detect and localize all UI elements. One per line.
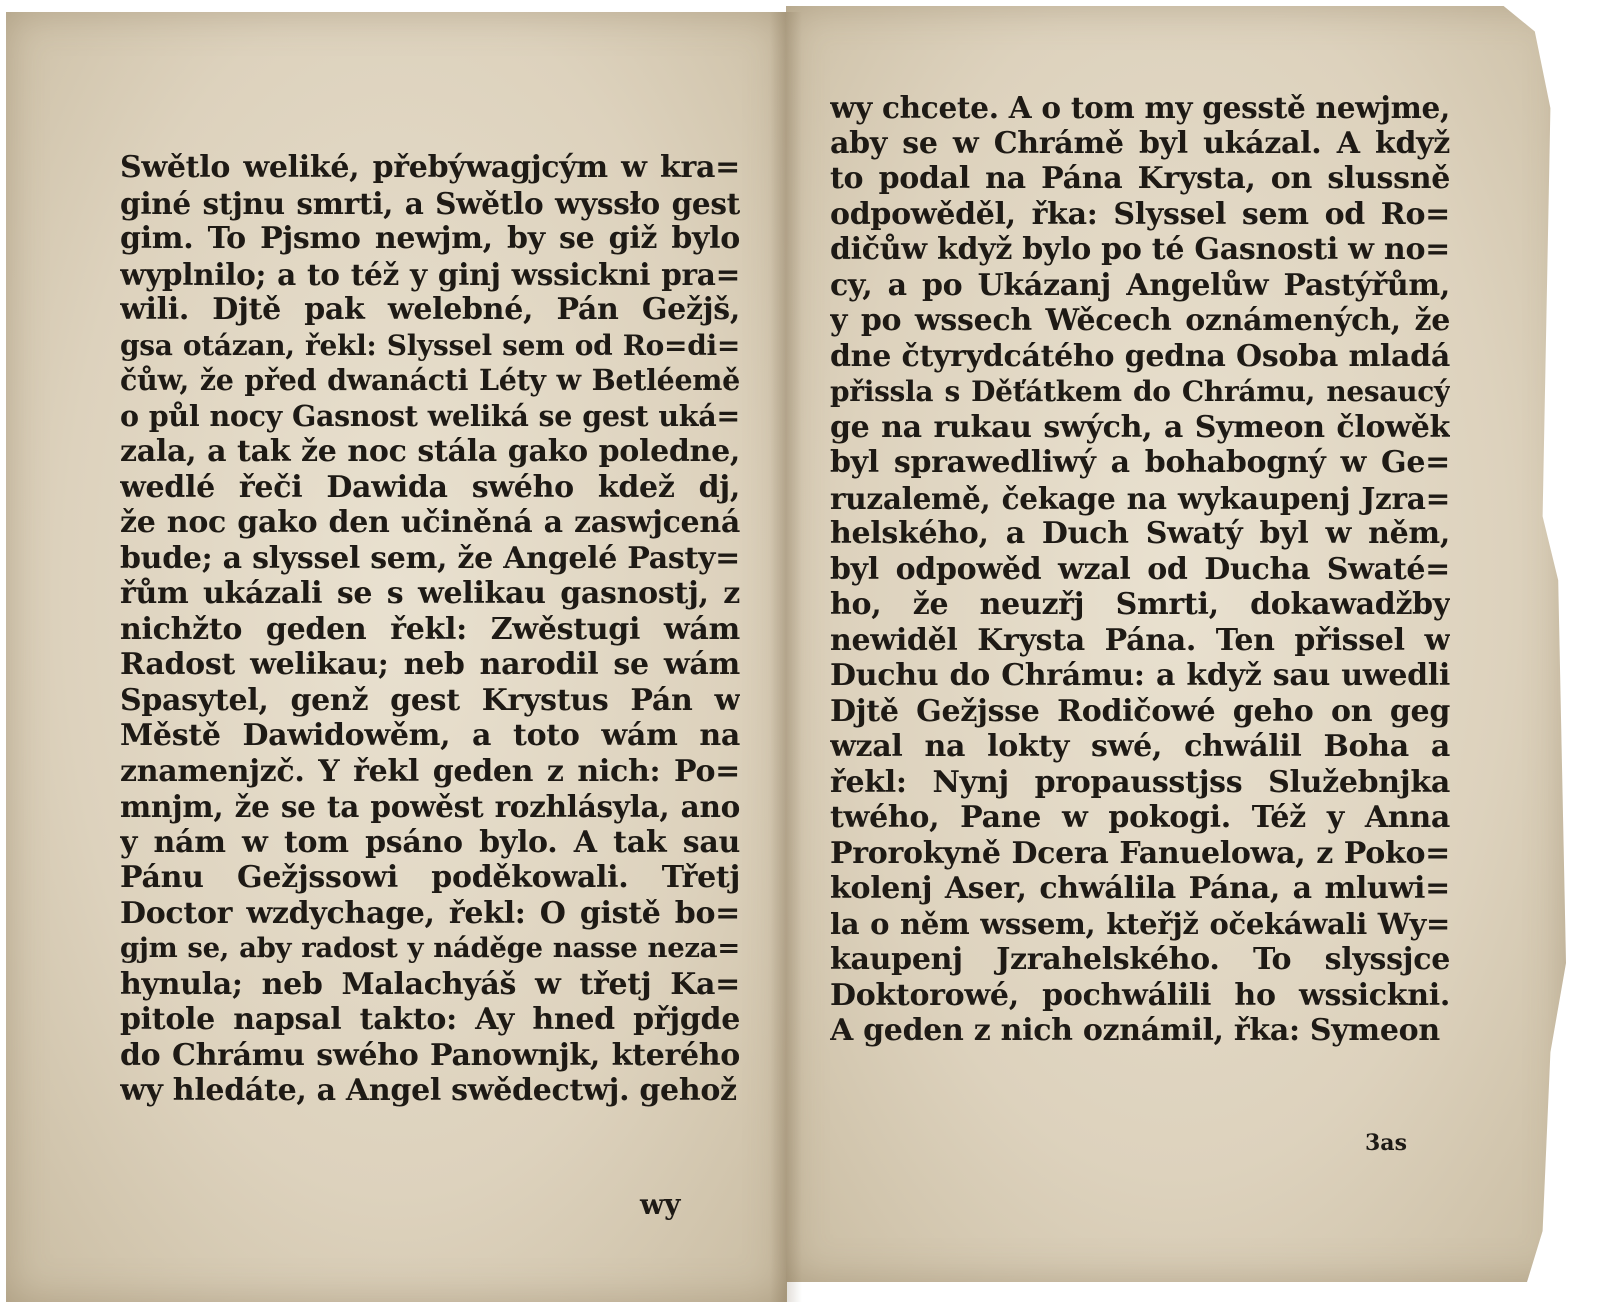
text-line: nichžto geden řekl: Zwěstugi wám bbox=[120, 611, 740, 647]
text-line: zala, a tak že noc stála gako poledne, bbox=[120, 434, 740, 469]
text-line: gim. To Pjsmo newjm, by se giž bylo bbox=[120, 221, 740, 256]
text-line: přissla s Děťátkem do Chrámu, nesaucý bbox=[830, 375, 1450, 408]
left-page-text bbox=[120, 150, 740, 1109]
text-line: znamenjzč. Y řekl geden z nich: Po= bbox=[120, 753, 740, 789]
text-line: giné stjnu smrti, a Swětlo wyssło gest bbox=[120, 185, 740, 221]
text-line: mnjm, že se ta powěst rozhlásyla, ano bbox=[120, 789, 740, 824]
text-line: gsa otázan, řekl: Slyssel sem od Ro=di= bbox=[120, 328, 740, 362]
right-page-text bbox=[830, 90, 1450, 1049]
text-line: čůw, že před dwanácti Léty w Betléemě bbox=[120, 363, 740, 397]
text-line: byl sprawedliwý a bohabogný w Ge= bbox=[830, 445, 1450, 480]
text-line: ho, že neuzřj Smrti, dokawadžby bbox=[830, 587, 1450, 622]
text-line: Městě Dawidowěm, a toto wám na bbox=[120, 718, 740, 753]
text-line: A geden z nich oznámil, řka: Symeon bbox=[830, 1013, 1440, 1048]
text-line: twého, Pane w pokogi. Též y Anna bbox=[830, 800, 1450, 835]
text-line: wy chcete. A o tom my gesstě newjme, bbox=[830, 90, 1450, 125]
text-line: dičůw když bylo po té Gasnosti w no= bbox=[830, 232, 1450, 267]
text-line: aby se w Chrámě byl ukázal. A když bbox=[830, 125, 1450, 161]
text-line: ge na rukau swých, a Symeon člowěk bbox=[830, 409, 1450, 445]
text-line: y nám w tom psáno bylo. A tak sau bbox=[120, 824, 740, 860]
text-line: Pánu Gežjssowi poděkowali. Třetj bbox=[120, 860, 740, 895]
text-line: Doctor wzdychage, řekl: O gistě bo= bbox=[120, 895, 740, 931]
text-line: helského, a Duch Swatý byl w něm, bbox=[830, 516, 1450, 551]
text-line: gjm se, aby radost y náděge nasse neza= bbox=[120, 932, 740, 964]
text-line: Prorokyně Dcera Fanuelowa, z Poko= bbox=[830, 835, 1450, 871]
text-line: wy hledáte, a Angel swědectwj. gehož bbox=[120, 1073, 737, 1108]
text-line: Spasytel, genž gest Krystus Pán w bbox=[120, 682, 740, 718]
book-gutter bbox=[770, 12, 802, 1302]
text-line: řekl: Nynj propausstjss Služebnjka bbox=[830, 764, 1450, 800]
right-catchword: 3as bbox=[1365, 1130, 1407, 1156]
text-line: dne čtyrydcátého gedna Osoba mladá bbox=[830, 338, 1450, 374]
text-line: že noc gako den učiněná a zaswjcená bbox=[120, 505, 740, 540]
text-line: wyplnilo; a to též y ginj wssickni pra= bbox=[120, 256, 740, 292]
text-line: y po wssech Wěcech oznámených, že bbox=[830, 303, 1450, 338]
text-line: byl odpowěd wzal od Ducha Swaté= bbox=[830, 551, 1450, 587]
text-line: la o něm wssem, kteřjž očekáwali Wy= bbox=[830, 906, 1450, 941]
text-line: Doktorowé, pochwálili ho wssickni. bbox=[830, 977, 1450, 1013]
text-line: newiděl Krysta Pána. Ten přissel w bbox=[830, 622, 1450, 658]
text-line: wzal na lokty swé, chwálil Boha a bbox=[830, 729, 1450, 764]
text-line: pitole napsal takto: Ay hned přjgde bbox=[120, 1002, 740, 1037]
text-line: ruzalemě, čekage na wykaupenj Jzra= bbox=[830, 480, 1450, 516]
text-line: odpowěděl, řka: Slyssel sem od Ro= bbox=[830, 196, 1450, 232]
left-catchword: wy bbox=[640, 1188, 681, 1221]
text-line: do Chrámu swého Panownjk, kterého bbox=[120, 1037, 740, 1073]
text-line: kolenj Aser, chwálila Pána, a mluwi= bbox=[830, 871, 1450, 906]
text-line: kaupenj Jzrahelského. To slyssjce bbox=[830, 942, 1450, 977]
text-line: Radost welikau; neb narodil se wám bbox=[120, 647, 740, 682]
text-line: Duchu do Chrámu: a když sau uwedli bbox=[830, 658, 1450, 693]
text-line: wili. Djtě pak welebné, Pán Gežjš, bbox=[120, 292, 740, 327]
text-line: Djtě Gežjsse Rodičowé geho on geg bbox=[830, 693, 1450, 729]
text-line: řům ukázali se s welikau gasnostj, z bbox=[120, 576, 740, 611]
text-line: to podal na Pána Krysta, on slussně bbox=[830, 161, 1450, 196]
text-line: hynula; neb Malachyáš w třetj Ka= bbox=[120, 966, 740, 1002]
text-line: o půl nocy Gasnost weliká se gest uká= bbox=[120, 398, 740, 433]
text-line: Swětlo weliké, přebýwagjcým w kra= bbox=[120, 150, 740, 185]
text-line: cy, a po Ukázanj Angelůw Pastýřům, bbox=[830, 267, 1450, 303]
text-line: wedlé řeči Dawida swého kdež dj, bbox=[120, 469, 740, 505]
text-line: bude; a slyssel sem, že Angelé Pasty= bbox=[120, 540, 740, 576]
